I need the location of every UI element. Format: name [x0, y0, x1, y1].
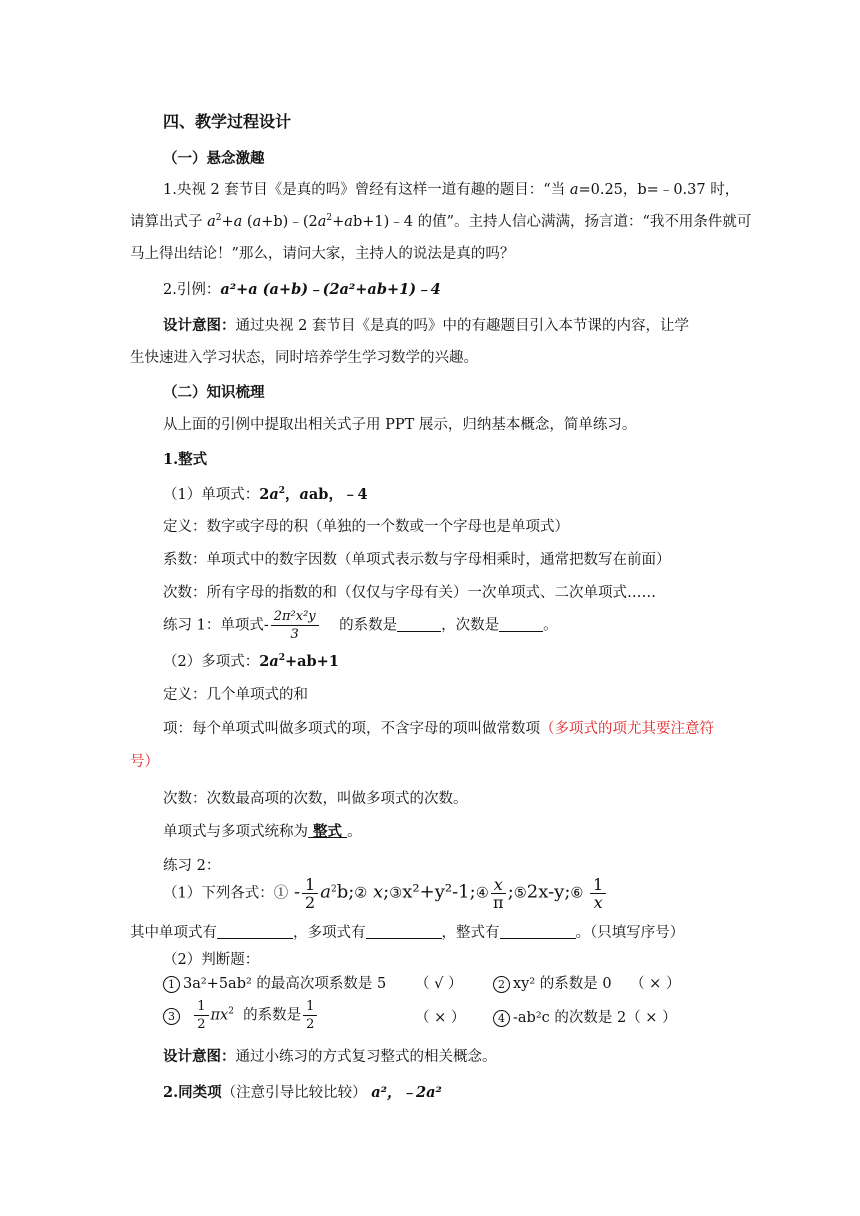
paragraph-line: 1.央视 2 套节目《是真的吗》曾经有这样一道有趣的题目：“当 a=0.25，b=﹣0.37 时，: [163, 182, 740, 198]
fill-line: 其中单项式有 ，多项式有 ，整式有 。（只填写序号）: [130, 925, 685, 941]
definition-line: 定义：几个单项式的和: [163, 687, 308, 703]
judge-3: 3 $\frac{1}{2}$ $\pi x^2$ 的系数是 $\frac{1}{2}$: [163, 998, 319, 1033]
example-line: 2.引例：a²+a (a+b)﹣(2a²+ab+1)﹣4: [163, 281, 441, 298]
coefficient-line: 系数：单项式中的数字因数（单项式表示数与字母相乘时，通常把数写在前面）: [163, 552, 671, 568]
design-intent: 设计意图：通过央视 2 套节目《是真的吗》中的有趣题目引入本节课的内容，让学: [163, 317, 689, 334]
exercise-2-title: 练习 2：: [163, 858, 221, 874]
judge-4: 4 -ab²c 的次数是 2（ × ）: [493, 1008, 677, 1028]
polynomial-line: （2）多项式：$2a^2+ab+1$: [163, 653, 339, 670]
subsection-title-2: （二）知识梳理: [163, 384, 265, 401]
design-intent-2: 设计意图：通过小练习的方式复习整式的相关概念。: [163, 1048, 497, 1065]
topic-title: 1.整式: [163, 451, 208, 468]
paragraph-line: 从上面的引例中提取出相关式子用 PPT 展示，归纳基本概念，简单练习。: [163, 417, 637, 433]
judge-2: 2 xy² 的系数是 0 （ × ）: [493, 974, 680, 994]
paragraph-line: 马上得出结论！”那么，请问大家，主持人的说法是真的吗？: [130, 246, 515, 262]
topic-title-2: 2.同类项（注意引导比较比较） a²，﹣2a²: [163, 1084, 442, 1101]
definition-line: 定义：数字或字母的积（单独的一个数或一个字母也是单项式）: [163, 519, 569, 535]
monomial-line: （1）单项式：$2a^2$，aab，﹣4: [163, 486, 368, 503]
unify-line: 单项式与多项式统称为 整式 。: [163, 823, 362, 840]
exercise-2-q2: （2）判断题：: [163, 952, 260, 968]
exercise-2-q1: （1）下列各式：① - $\frac{1}{2}$ $a^2b;②$ x;③x²+y²-1;④ $\frac{x}{\pi}$ ;⑤2x-y;⑥ $\frac{1}{x}$: [163, 876, 608, 911]
judge-3-mark: （ × ）: [415, 1010, 466, 1026]
term-line-2: 号）: [130, 754, 159, 770]
subsection-title-1: （一）悬念激趣: [163, 150, 265, 167]
judge-1: 1 3a²+5ab² 的最高次项系数是 5: [163, 974, 386, 994]
design-intent-line2: 生快速进入学习状态，同时培养学生学习数学的兴趣。: [130, 350, 478, 366]
judge-1-mark: （ √ ）: [415, 976, 463, 992]
degree-line: 次数：次数最高项的次数，叫做多项式的次数。: [163, 791, 468, 807]
degree-line: 次数：所有字母的指数的和（仅仅与字母有关）一次单项式、二次单项式……: [163, 585, 656, 601]
section-heading: 四、教学过程设计: [163, 112, 292, 131]
term-line: 项：每个单项式叫做多项式的项，不含字母的项叫做常数项（多项式的项尤其要注意符: [163, 721, 714, 737]
exercise-1: 练习 1：单项式- $\frac{\text{2π²x²y}}{3}$ 的系数是 ，次数是 。: [163, 609, 558, 642]
paragraph-line: 请算出式子 $a^2+a$ $(a+b)﹣(2a^2+ab+1)﹣4$ 的值”。主持人信心满满，扬言道：“我不用条件就可: [130, 213, 752, 230]
